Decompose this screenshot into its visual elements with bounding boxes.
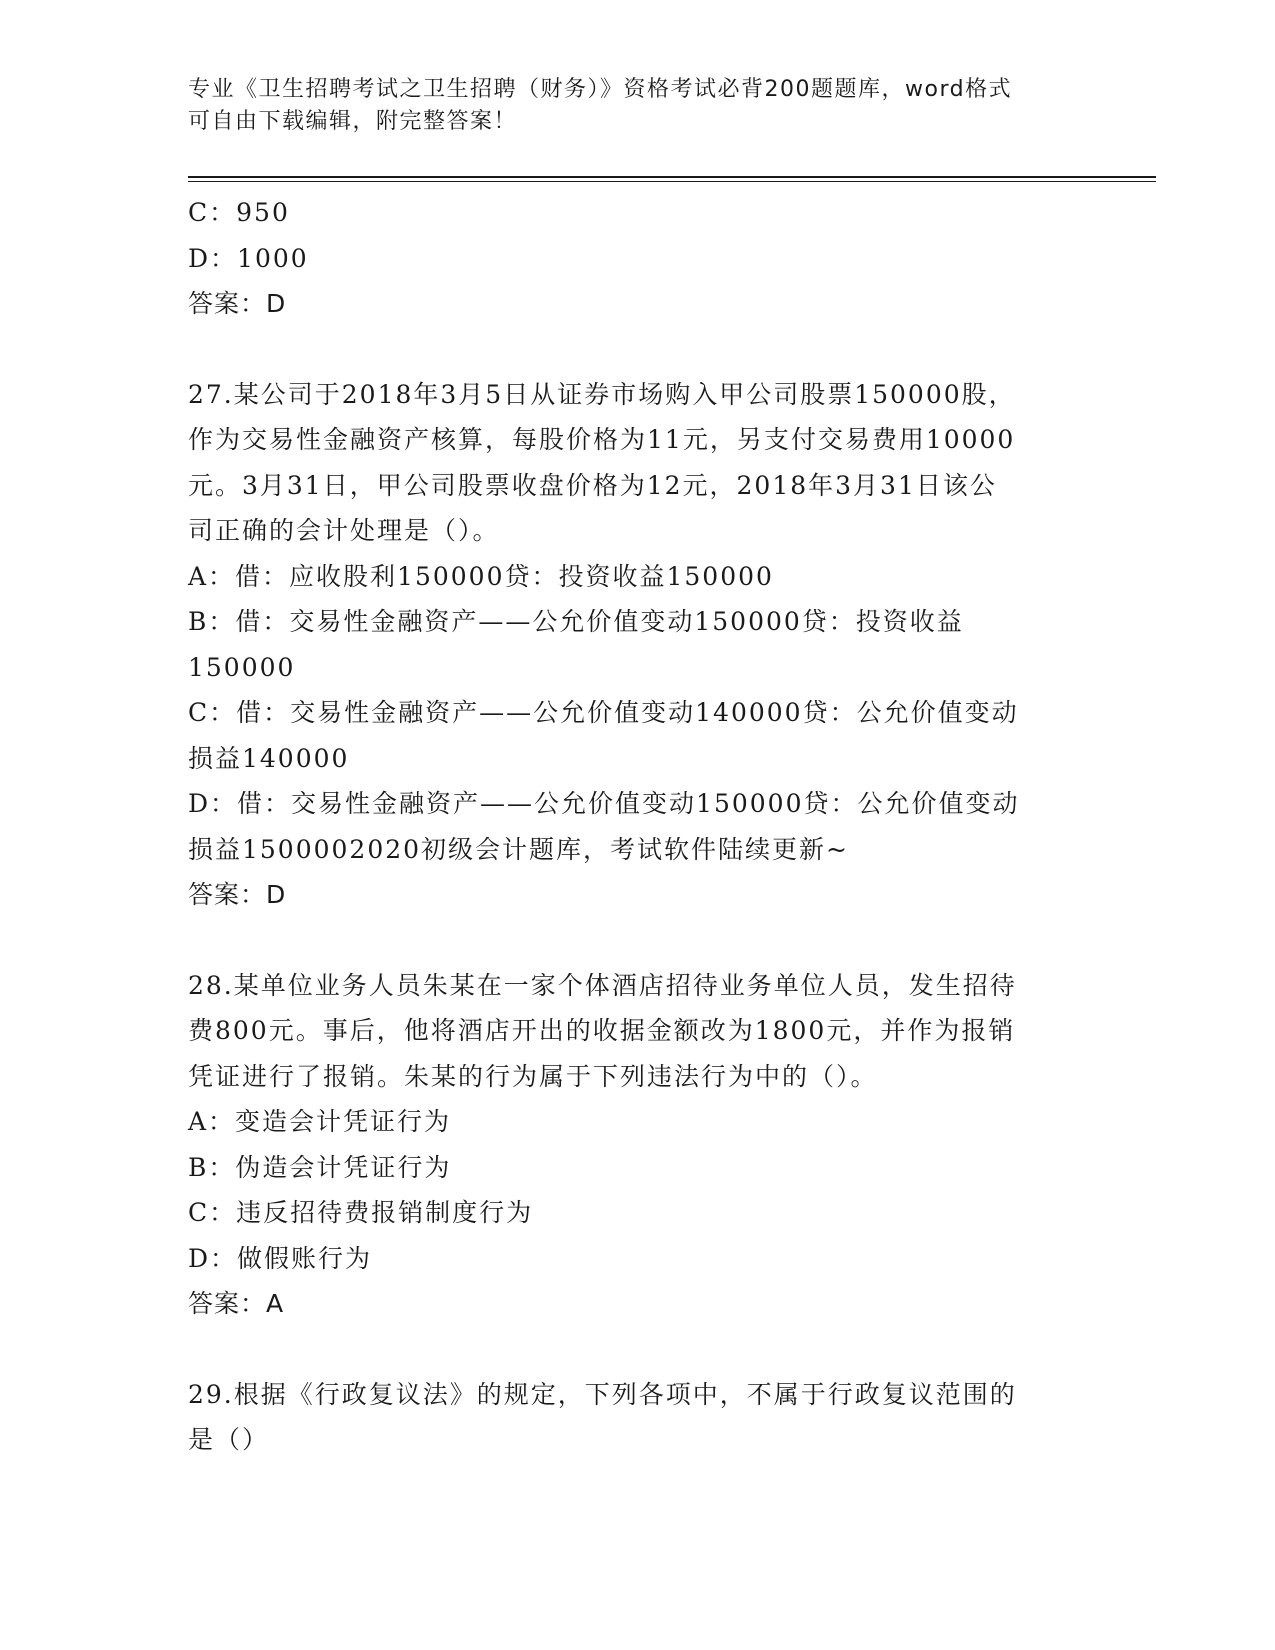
question-text-line: 27.某公司于2018年3月5日从证券市场购入甲公司股票150000股， xyxy=(188,379,1016,409)
option-a: A：借：应收股利150000贷：投资收益150000 xyxy=(188,561,774,591)
option-a: A：变造会计凭证行为 xyxy=(188,1107,452,1136)
header-rule-thick xyxy=(188,176,1156,178)
question-text-line: 凭证进行了报销。朱某的行为属于下列违法行为中的（）。 xyxy=(188,1061,878,1091)
document-body xyxy=(188,190,1088,1463)
page-header xyxy=(188,74,1068,138)
question-text-line: 作为交易性金融资产核算，每股价格为11元，另支付交易费用10000 xyxy=(188,425,1016,454)
question-27 xyxy=(188,372,1088,918)
answer: 答案：D xyxy=(188,880,287,909)
question-text-line: 司正确的会计处理是（）。 xyxy=(188,516,500,545)
option-d: D：1000 xyxy=(188,243,309,273)
option-b-cont: 150000 xyxy=(188,652,296,682)
spacer xyxy=(188,327,1088,372)
header-rule-thin xyxy=(188,181,1156,182)
question-28 xyxy=(188,963,1088,1327)
question-text-line: 28.某单位业务人员朱某在一家个体酒店招待业务单位人员，发生招待 xyxy=(188,970,1017,1000)
option-b: B：伪造会计凭证行为 xyxy=(188,1152,452,1182)
option-b: B：借：交易性金融资产——公允价值变动150000贷：投资收益 xyxy=(188,607,964,636)
option-c-cont: 损益140000 xyxy=(188,743,350,773)
spacer xyxy=(188,918,1088,963)
question-text-line: 29.根据《行政复议法》的规定，下列各项中，不属于行政复议范围的 xyxy=(188,1379,1017,1409)
option-d: D：做假账行为 xyxy=(188,1243,373,1273)
header-line-2: 可自由下载编辑，附完整答案！ xyxy=(188,109,518,134)
option-d-cont: 损益1500002020初级会计题库，考试软件陆续更新~ xyxy=(188,834,850,864)
option-c: C：借：交易性金融资产——公允价值变动140000贷：公允价值变动 xyxy=(188,698,1019,727)
option-c: C：违反招待费报销制度行为 xyxy=(188,1198,534,1227)
previous-question-tail xyxy=(188,190,1088,327)
option-c: C：950 xyxy=(188,198,290,227)
question-29 xyxy=(188,1372,1088,1463)
question-text-line: 费800元。事后，他将酒店开出的收据金额改为1800元，并作为报销 xyxy=(188,1016,1016,1045)
question-text-line: 元。3月31日，甲公司股票收盘价格为12元，2018年3月31日该公 xyxy=(188,470,997,500)
header-line-1: 专业《卫生招聘考试之卫生招聘（财务）》资格考试必背200题题库，word格式 xyxy=(188,77,1013,102)
answer: 答案：D xyxy=(188,289,287,318)
answer: 答案：A xyxy=(188,1289,285,1318)
option-d: D：借：交易性金融资产——公允价值变动150000贷：公允价值变动 xyxy=(188,789,1020,818)
spacer xyxy=(188,1327,1088,1372)
question-text-line: 是（） xyxy=(188,1425,270,1454)
